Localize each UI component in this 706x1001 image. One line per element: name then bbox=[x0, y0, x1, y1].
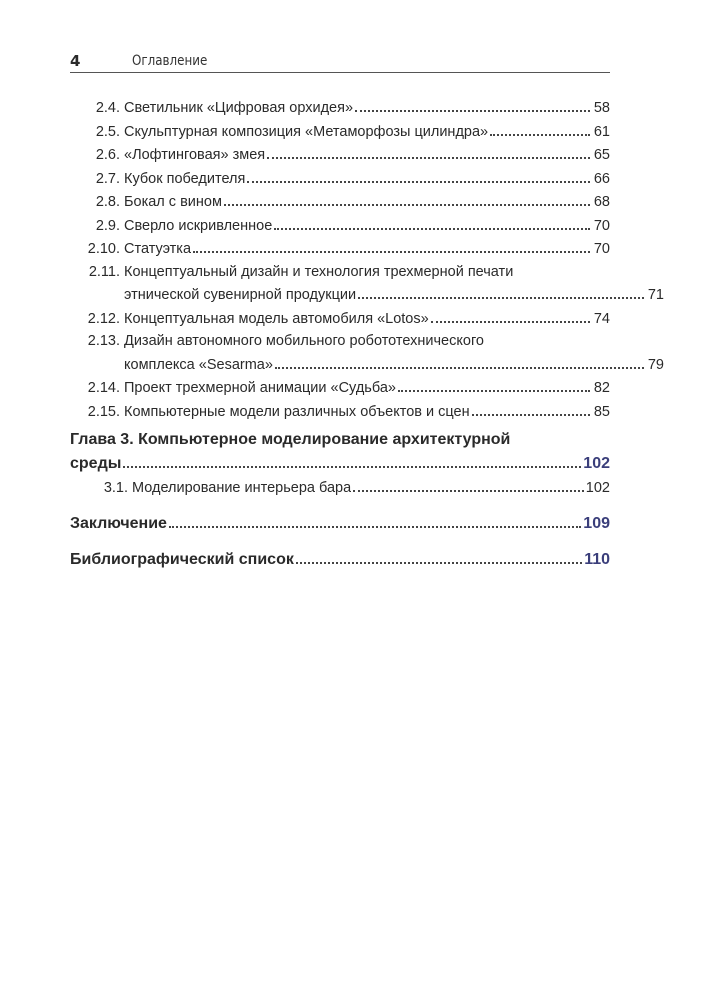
entry-label: Компьютерные модели различных объектов и сцен bbox=[124, 403, 470, 420]
entry-label: Светильник «Цифровая орхидея» bbox=[124, 100, 354, 116]
entry-number: 2.7. bbox=[95, 170, 120, 187]
entry-page: 61 bbox=[593, 123, 610, 140]
entry-label: Скульптурная композиция «Метаморфозы цилиндра» bbox=[124, 123, 489, 140]
entry-page: 82 bbox=[593, 380, 610, 396]
entry-number: 2.13. bbox=[87, 333, 120, 349]
entry-number: 2.10. bbox=[87, 241, 120, 257]
entry-page: 70 bbox=[593, 217, 610, 234]
chapter-title: Глава 3. Компьютерное моделирование архитектурной bbox=[70, 431, 511, 448]
toc-entry-2-11[interactable] bbox=[70, 261, 664, 307]
entry-page: 65 bbox=[593, 147, 610, 163]
toc-entry-2-6[interactable] bbox=[70, 143, 610, 167]
leader-dots bbox=[398, 376, 590, 392]
toc-entry-2-5[interactable] bbox=[70, 120, 610, 144]
entry-page: 58 bbox=[593, 100, 610, 116]
entry-label: Сверло искривленное bbox=[124, 217, 273, 234]
toc-bibliography[interactable] bbox=[70, 548, 610, 572]
toc-entry-2-4[interactable] bbox=[70, 96, 610, 120]
entry-number: 2.11. bbox=[88, 263, 120, 280]
entry-page: 74 bbox=[593, 310, 610, 327]
chapter-title-continued: среды bbox=[70, 455, 122, 472]
leader-dots bbox=[123, 452, 581, 468]
leader-dots bbox=[353, 476, 584, 492]
toc-entry-2-9[interactable] bbox=[70, 214, 610, 238]
bibliography-title: Библиографический список bbox=[70, 550, 294, 568]
entry-number: 2.9. bbox=[95, 217, 120, 234]
entry-label: Концептуальная модель автомобиля «Lotos» bbox=[124, 310, 429, 327]
toc-entry-2-13[interactable] bbox=[70, 330, 664, 376]
conclusion-title: Заключение bbox=[70, 514, 167, 532]
entry-label-continued: комплекса «Sesarma» bbox=[124, 356, 273, 373]
toc-entry-2-10[interactable] bbox=[70, 237, 610, 261]
entry-page: 79 bbox=[647, 356, 664, 373]
leader-dots bbox=[275, 353, 644, 369]
entry-label: Концептуальный дизайн и технология трехмерной печати bbox=[124, 263, 514, 280]
page-header bbox=[70, 52, 610, 73]
entry-number: 2.4. bbox=[95, 100, 120, 116]
entry-number: 2.15. bbox=[87, 403, 120, 420]
leader-dots bbox=[224, 190, 590, 206]
entry-number: 2.6. bbox=[95, 147, 120, 163]
leader-dots bbox=[247, 167, 590, 183]
entry-number: 2.12. bbox=[87, 310, 120, 327]
entry-label: Моделирование интерьера бара bbox=[132, 480, 352, 496]
leader-dots bbox=[490, 120, 590, 136]
entry-page: 70 bbox=[593, 241, 610, 257]
entry-page: 102 bbox=[585, 480, 610, 496]
running-title: Оглавление bbox=[132, 53, 208, 69]
entry-label-continued: этнической сувенирной продукции bbox=[124, 287, 357, 303]
leader-dots bbox=[355, 96, 590, 112]
entry-page: 85 bbox=[593, 403, 610, 420]
toc-chapter-3[interactable] bbox=[70, 428, 610, 476]
entry-label: Статуэтка bbox=[124, 241, 192, 257]
entry-label: Кубок победителя bbox=[124, 170, 246, 187]
leader-dots bbox=[193, 237, 590, 253]
entry-label: Бокал с вином bbox=[124, 194, 222, 210]
leader-dots bbox=[358, 283, 644, 299]
page-number: 4 bbox=[70, 52, 81, 70]
bibliography-page: 110 bbox=[584, 550, 610, 568]
toc-conclusion[interactable] bbox=[70, 512, 610, 536]
toc-entry-2-7[interactable] bbox=[70, 167, 610, 191]
entry-page: 66 bbox=[593, 170, 610, 187]
leader-dots bbox=[296, 548, 582, 564]
leader-dots bbox=[169, 512, 581, 528]
toc-entry-2-12[interactable] bbox=[70, 307, 610, 331]
entry-label: «Лофтинговая» змея bbox=[124, 147, 266, 163]
entry-number: 2.14. bbox=[87, 380, 120, 396]
entry-page: 68 bbox=[593, 194, 610, 210]
table-of-contents bbox=[70, 96, 664, 572]
entry-number: 2.5. bbox=[95, 123, 120, 140]
leader-dots bbox=[267, 143, 590, 159]
toc-entry-2-8[interactable] bbox=[70, 190, 610, 214]
entry-page: 71 bbox=[647, 287, 664, 303]
toc-entry-3-1[interactable] bbox=[70, 476, 610, 500]
entry-label: Дизайн автономного мобильного робототехнического bbox=[124, 333, 484, 349]
chapter-page: 102 bbox=[583, 455, 610, 472]
entry-number: 2.8. bbox=[95, 194, 120, 210]
conclusion-page: 109 bbox=[583, 514, 610, 532]
entry-label: Проект трехмерной анимации «Судьба» bbox=[124, 380, 396, 396]
leader-dots bbox=[274, 214, 590, 230]
toc-entry-2-15[interactable] bbox=[70, 400, 610, 424]
toc-entry-2-14[interactable] bbox=[70, 376, 610, 400]
leader-dots bbox=[431, 307, 590, 323]
entry-number: 3.1. bbox=[103, 480, 128, 496]
leader-dots bbox=[472, 400, 590, 416]
